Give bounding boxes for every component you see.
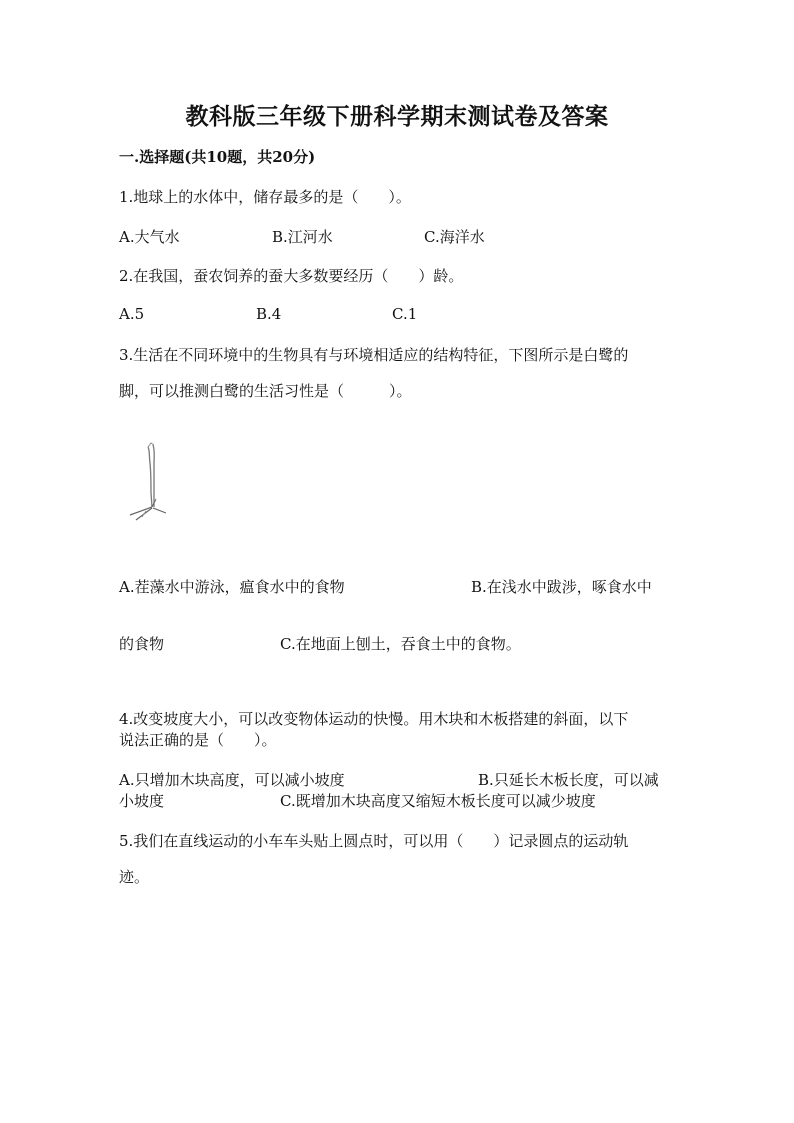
question-3-option-a: A.茬藻水中游泳，瘟食水中的食物 [119, 578, 345, 596]
question-4-option-b-continued: 小坡度 [119, 792, 165, 810]
question-4-stem-line1: 4.改变坡度大小，可以改变物体运动的快慢。用木块和木板搭建的斜面，以下 [119, 710, 629, 728]
question-1-option-c: C.海洋水 [424, 228, 485, 246]
question-5-stem-line1: 5.我们在直线运动的小车车头贴上圆点时，可以用（ ）记录圆点的运动轨 [119, 832, 629, 850]
question-5-stem-line2: 迹。 [119, 868, 150, 886]
question-1-option-a: A.大气水 [119, 228, 180, 246]
question-4-stem-line2: 说法正确的是（ ）。 [119, 731, 277, 749]
question-3-stem-line1: 3.生活在不同环境中的生物具有与环境相适应的结构特征，下图所示是白鹭的 [119, 346, 629, 364]
question-2-stem: 2.在我国，蚕农饲养的蚕大多数要经历（ ）龄。 [119, 267, 464, 285]
question-3-option-c: C.在地面上刨土，吞食土中的食物。 [280, 635, 521, 653]
question-1-stem: 1.地球上的水体中，储存最多的是（ ）。 [119, 188, 411, 206]
question-4-option-b: B.只延长木板长度，可以减 [478, 771, 659, 789]
question-2-option-c: C.1 [392, 305, 418, 323]
egret-foot-figure [126, 441, 172, 521]
question-3-option-b-continued: 的食物 [119, 635, 165, 653]
question-3-stem-line2: 脚，可以推测白鹭的生活习性是（ ）。 [119, 382, 412, 400]
question-2-option-b: B.4 [256, 305, 282, 323]
page-title: 教科版三年级下册科学期末测试卷及答案 [185, 103, 609, 130]
question-4-option-a: A.只增加木块高度，可以减小坡度 [119, 771, 345, 789]
question-4-option-c: C.既增加木块高度又缩短木板长度可以减少坡度 [280, 792, 596, 810]
question-3-option-b: B.在浅水中跋涉，啄食水中 [471, 578, 652, 596]
section-heading: 一.选择题(共10题，共20分) [119, 148, 316, 166]
question-2-option-a: A.5 [119, 305, 145, 323]
question-1-option-b: B.江河水 [272, 228, 333, 246]
